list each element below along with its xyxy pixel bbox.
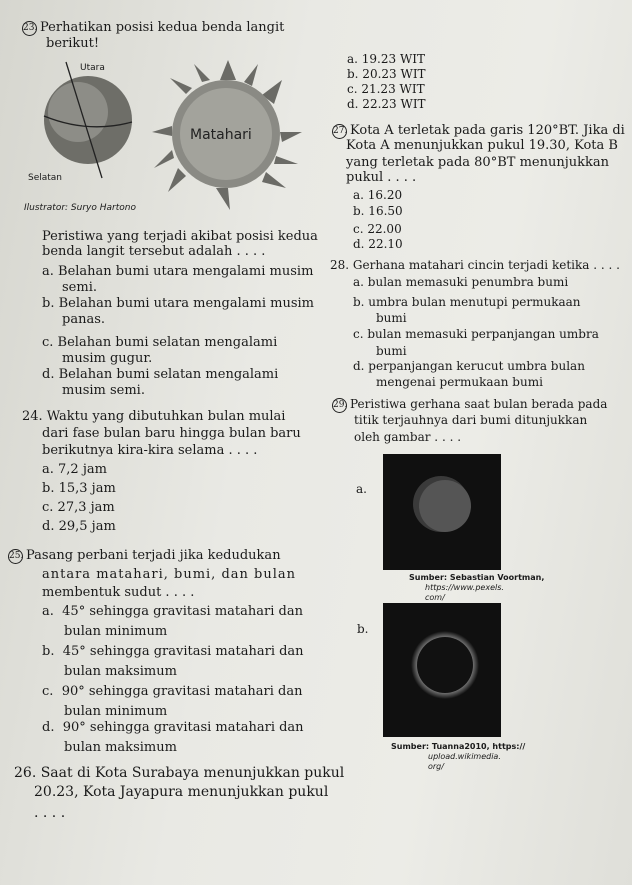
eclipse-a-graphic xyxy=(383,454,501,570)
q28-option-c-2: bumi xyxy=(376,344,407,358)
q29-stem-3: oleh gambar . . . . xyxy=(354,430,462,444)
q29-credit-b-1: Sumber: Tuanna2010, https:// xyxy=(391,742,526,751)
q25-option-c: c. 90° sehingga gravitasi matahari dan xyxy=(42,684,303,699)
q26-option-b: b. 20.23 WIT xyxy=(347,67,426,81)
q26-stem-2: 20.23, Kota Jayapura menunjukkan pukul xyxy=(34,784,329,800)
q24-option-c: c. 27,3 jam xyxy=(42,500,115,515)
q24-stem-2: dari fase bulan baru hingga bulan baru xyxy=(42,426,301,441)
q25-number: 25. xyxy=(8,549,23,564)
q23-option-b: b. Belahan bumi utara mengalami musim xyxy=(42,296,314,311)
q23-option-d: d. Belahan bumi selatan mengalami xyxy=(42,367,279,382)
q24-stem-3: berikutnya kira-kira selama . . . . xyxy=(42,443,258,458)
label-south: Selatan xyxy=(28,173,63,183)
q23-option-a-2: semi. xyxy=(62,280,97,295)
q23-number: 23. xyxy=(22,21,37,36)
q25-option-b-2: bulan maksimum xyxy=(64,664,177,679)
q26-stem-3: . . . . xyxy=(34,805,66,821)
q28-option-c: c. bulan memasuki perpanjangan umbra xyxy=(353,327,599,341)
q23-option-b-2: panas. xyxy=(62,312,105,327)
q26-option-d: d. 22.23 WIT xyxy=(347,97,426,111)
q25-option-d-2: bulan maksimum xyxy=(64,740,177,755)
q28-option-b-2: bumi xyxy=(376,311,407,325)
q29-number: 29. xyxy=(332,398,347,413)
q24-option-b: b. 15,3 jam xyxy=(42,481,116,496)
q27-number: 27. xyxy=(332,124,347,139)
q27-option-b: b. 16.50 xyxy=(353,204,403,218)
q23-stem-2: berikut! xyxy=(46,36,100,51)
q24-stem-1: 24. Waktu yang dibutuhkan bulan mulai xyxy=(22,409,286,424)
q29-credit-a-2: https://www.pexels. xyxy=(425,583,504,592)
q28-option-d: d. perpanjangan kerucut umbra bulan xyxy=(353,359,585,373)
q27-option-a: a. 16.20 xyxy=(353,188,403,202)
q29-option-a-label: a. xyxy=(356,482,367,496)
q26-option-a: a. 19.23 WIT xyxy=(347,52,426,66)
eclipse-b-graphic xyxy=(383,603,501,737)
q25-stem-2: antara matahari, bumi, dan bulan xyxy=(42,567,297,582)
q25-option-a: a. 45° sehingga gravitasi matahari dan xyxy=(42,604,303,619)
q29-credit-a-3: com/ xyxy=(425,593,445,602)
q23-credit: Ilustrator: Suryo Hartono xyxy=(24,203,136,213)
q25-option-a-2: bulan minimum xyxy=(64,624,168,639)
q23-option-d-2: musim semi. xyxy=(62,383,145,398)
q25-stem-3: membentuk sudut . . . . xyxy=(42,585,195,600)
label-sun: Matahari xyxy=(190,127,252,143)
q29-credit-a-1: Sumber: Sebastian Voortman, xyxy=(409,573,545,582)
q27-stem-4: pukul . . . . xyxy=(346,170,417,185)
q27-option-d: d. 22.10 xyxy=(353,237,403,251)
q23-question-1: Peristiwa yang terjadi akibat posisi kedua xyxy=(42,229,318,244)
q29-credit-b-2: upload.wikimedia. xyxy=(428,752,501,761)
q28-option-d-2: mengenai permukaan bumi xyxy=(376,375,543,389)
q28-option-a: a. bulan memasuki penumbra bumi xyxy=(353,275,569,289)
q23-option-c: c. Belahan bumi selatan mengalami xyxy=(42,335,278,350)
q25-option-c-2: bulan minimum xyxy=(64,704,168,719)
q27-stem-1: 27. Kota A terletak pada garis 120°BT. Jika di xyxy=(333,123,625,138)
q25-option-b: b. 45° sehingga gravitasi matahari dan xyxy=(42,644,304,659)
eclipse-photo-a xyxy=(383,454,501,570)
q24-option-d: d. 29,5 jam xyxy=(42,519,116,534)
q28-stem: 28. Gerhana matahari cincin terjadi ketika . . . . xyxy=(330,258,620,272)
q23-option-c-2: musim gugur. xyxy=(62,351,153,366)
q25-stem-1: 25. Pasang perbani terjadi jika kedudukan xyxy=(9,548,281,563)
q23-stem: 23. Perhatikan posisi kedua benda langit xyxy=(23,20,285,35)
q29-stem-2: titik terjauhnya dari bumi ditunjukkan xyxy=(354,413,588,427)
q29-option-b-label: b. xyxy=(357,622,369,636)
eclipse-photo-b xyxy=(383,603,501,737)
q29-credit-b-3: org/ xyxy=(428,762,444,771)
q23-option-a: a. Belahan bumi utara mengalami musim xyxy=(42,264,314,279)
q28-option-b: b. umbra bulan menutupi permukaan xyxy=(353,295,581,309)
q27-option-c: c. 22.00 xyxy=(353,222,402,236)
q27-stem-2: Kota A menunjukkan pukul 19.30, Kota B xyxy=(346,138,618,153)
q29-stem-1: 29. Peristiwa gerhana saat bulan berada pada xyxy=(333,397,608,411)
label-north: Utara xyxy=(80,63,105,73)
q24-option-a: a. 7,2 jam xyxy=(42,462,107,477)
q23-question-2: benda langit tersebut adalah . . . . xyxy=(42,244,266,259)
q26-stem-1: 26. Saat di Kota Surabaya menunjukkan pukul xyxy=(14,765,345,781)
earth-sun-illustration xyxy=(30,60,320,220)
q26-option-c: c. 21.23 WIT xyxy=(347,82,425,96)
q25-option-d: d. 90° sehingga gravitasi matahari dan xyxy=(42,720,304,735)
q27-stem-3: yang terletak pada 80°BT menunjukkan xyxy=(346,155,609,170)
